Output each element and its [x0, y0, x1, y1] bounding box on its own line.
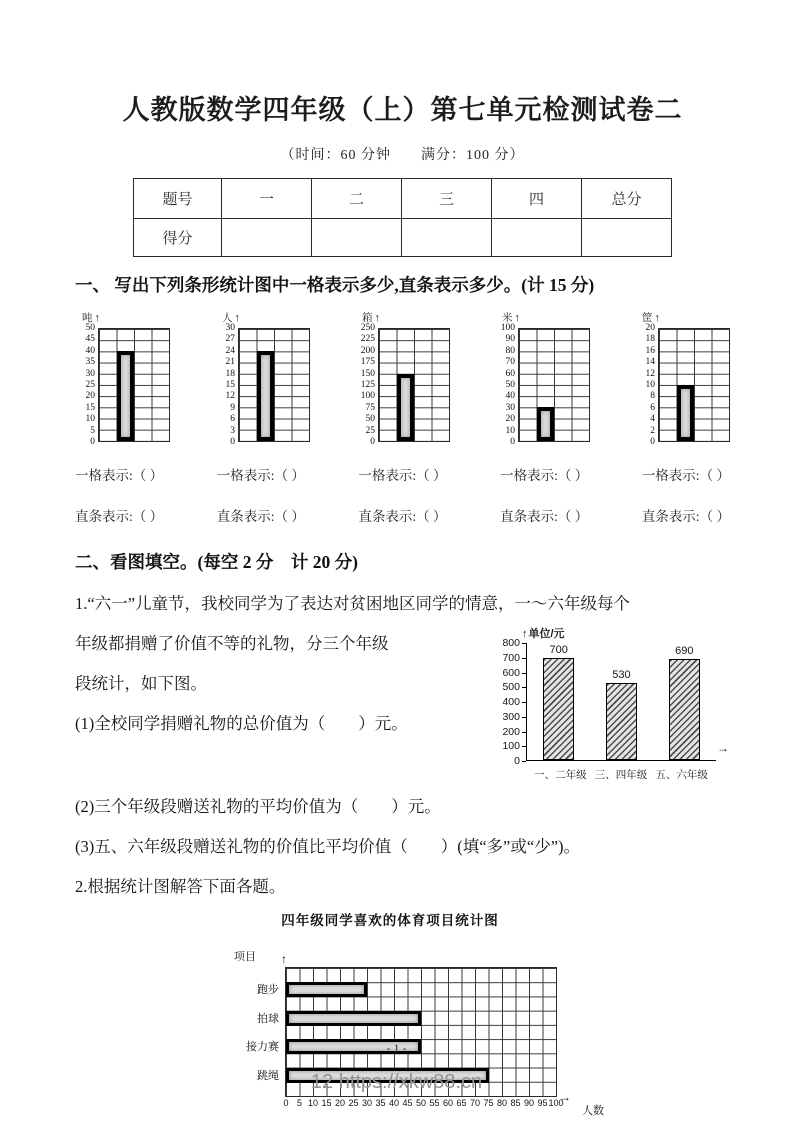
score-table-score-row	[134, 219, 672, 257]
x-tick-label: 70	[469, 1098, 481, 1108]
y-tick-label: 80	[505, 345, 515, 356]
y-tick-label: 35	[85, 357, 95, 368]
y-axis-ticks	[355, 323, 378, 447]
y-tick-label: 12	[225, 391, 235, 402]
y-tick-label: 30	[225, 323, 235, 333]
y-tick-label: 100	[500, 323, 515, 333]
category-label: 跳绳	[257, 1069, 279, 1082]
chart-grid	[238, 328, 310, 442]
y-tick-label: 16	[645, 345, 655, 356]
y-tick-label: 21	[225, 357, 235, 368]
y-axis-label: 项目	[234, 951, 256, 963]
y-axis-arrow-icon: ↑	[522, 628, 528, 640]
chart-bar	[397, 374, 415, 441]
section-one-heading: 一、 写出下列条形统计图中一格表示多少,直条表示多少。(计 15 分)	[75, 275, 595, 295]
x-tick-label: 55	[429, 1098, 440, 1108]
score-table-header-cell: 一	[222, 179, 312, 219]
y-tick-label: 0	[230, 436, 235, 447]
y-tick-label: 0	[650, 436, 655, 447]
chart-bar	[286, 1011, 421, 1026]
y-tick-label: 90	[505, 334, 515, 345]
bar-answer-label: 直条表示:（ ）	[216, 509, 305, 524]
y-axis-unit-label: 吨	[82, 313, 93, 324]
x-tick-label: 25	[348, 1098, 359, 1108]
x-tick-label: 40	[388, 1098, 400, 1108]
y-axis-ticks	[75, 323, 98, 447]
grid-answer-label: 一格表示:（ ）	[641, 468, 730, 483]
x-tick-label: 0	[283, 1098, 289, 1108]
score-table-header-cell: 题号	[134, 179, 222, 219]
y-tick-label: 6	[650, 402, 655, 413]
chart-grid	[378, 328, 450, 442]
x-tick-label: 65	[456, 1098, 467, 1108]
x-tick-label: 75	[483, 1098, 494, 1108]
chart-bar	[606, 683, 637, 761]
x-tick-label: 45	[402, 1098, 413, 1108]
y-tick-label: 6	[230, 414, 235, 425]
y-tick-label: 2	[650, 425, 655, 436]
y-tick-label: 500	[502, 681, 520, 694]
question-1-text-line: 段统计，如下图。	[75, 674, 207, 693]
y-tick-label: 0	[90, 436, 95, 447]
x-tick-label: 50	[415, 1098, 427, 1108]
x-tick-label: 100	[548, 1098, 564, 1108]
y-tick-label: 0	[370, 436, 375, 447]
x-tick-label: 5	[296, 1098, 303, 1108]
x-axis-arrow-icon: →	[717, 741, 729, 755]
score-cell-empty	[312, 219, 402, 257]
watermark-link: 12 https://xkw88.cn	[310, 1071, 483, 1093]
score-table-header-cell: 总分	[582, 179, 672, 219]
y-axis-arrow-icon: ↑	[654, 312, 660, 324]
y-tick-label: 3	[230, 425, 235, 436]
chart-bar	[543, 658, 574, 760]
x-tick-label: 30	[361, 1098, 373, 1108]
bar-group	[653, 643, 715, 760]
y-tick-label: 10	[645, 379, 655, 390]
y-tick-label: 125	[360, 379, 375, 390]
x-category-label: 一、二年级	[534, 769, 587, 781]
x-axis-label: 人数	[582, 1105, 604, 1117]
x-tick-label: 90	[523, 1098, 535, 1108]
x-tick-label: 35	[375, 1098, 386, 1108]
score-cell-empty	[222, 219, 312, 257]
y-tick-label: 14	[645, 357, 655, 368]
y-tick-label: 150	[360, 368, 375, 379]
bar-answer-label: 直条表示:（ ）	[641, 509, 730, 524]
score-cell-empty	[402, 219, 492, 257]
y-axis-arrow-icon: ↑	[374, 312, 380, 324]
bar-chart-people	[215, 313, 310, 447]
bar-value-label: 700	[549, 643, 568, 656]
y-tick-label: 60	[505, 368, 515, 379]
chart-bar	[257, 351, 275, 441]
x-axis-arrow-icon: →	[559, 1090, 571, 1104]
category-label: 接力赛	[246, 1041, 279, 1054]
chart-bar	[286, 982, 367, 997]
chart-grid	[98, 328, 170, 442]
y-tick-label: 50	[365, 414, 375, 425]
grid-answer-label: 一格表示:（ ）	[75, 468, 164, 483]
x-category-label: 五、六年级	[655, 769, 708, 781]
mini-charts-row	[75, 313, 730, 447]
y-tick-label: 10	[85, 414, 95, 425]
grid-answer-label: 一格表示:（ ）	[500, 468, 589, 483]
y-tick-label: 600	[502, 666, 520, 679]
y-tick-label: 50	[505, 379, 515, 390]
y-axis-ticks	[215, 323, 238, 447]
chart-grid	[518, 328, 590, 442]
y-axis-unit-label: 人	[222, 313, 233, 324]
y-axis-ticks	[498, 637, 526, 767]
y-axis-arrow-icon: ↑	[514, 312, 520, 324]
chart-plot-area	[526, 643, 729, 761]
score-table	[133, 178, 672, 257]
x-tick-label: 80	[496, 1098, 508, 1108]
bar-chart-boxes	[355, 313, 450, 447]
grid-answer-row	[75, 464, 730, 484]
y-axis-arrow-icon: ↑	[281, 952, 287, 966]
x-tick-label: 15	[321, 1098, 332, 1108]
grid-answer-label: 一格表示:（ ）	[358, 468, 447, 483]
y-tick-label: 300	[502, 710, 520, 723]
y-tick-label: 200	[502, 725, 520, 738]
y-tick-label: 27	[225, 334, 235, 345]
y-tick-label: 400	[502, 696, 520, 708]
y-tick-label: 25	[365, 425, 375, 436]
question-1-sub-question: (3)五、六年级段赠送礼物的价值比平均价值（ ）(填“多”或“少”)。	[75, 837, 581, 856]
y-tick-label: 15	[85, 402, 95, 413]
y-tick-label: 4	[650, 414, 655, 425]
y-tick-label: 9	[230, 402, 235, 413]
y-tick-label: 18	[225, 368, 235, 379]
page-number: - 1 -	[386, 1041, 407, 1055]
donation-bar-chart	[498, 628, 730, 783]
bar-value-label: 530	[612, 668, 631, 681]
x-axis-ticks	[283, 1096, 564, 1110]
y-tick-label: 40	[505, 391, 515, 402]
y-tick-label: 70	[505, 357, 515, 368]
y-tick-label: 15	[225, 379, 235, 390]
sports-bar-chart	[225, 909, 645, 1117]
score-cell-empty	[582, 219, 672, 257]
score-cell-empty	[492, 219, 582, 257]
y-tick-label: 18	[645, 334, 655, 345]
score-row-label: 得分	[134, 219, 222, 257]
question-1-block	[75, 584, 730, 907]
chart-unit-label: 单位/元	[528, 628, 565, 640]
y-tick-label: 25	[85, 379, 95, 390]
y-tick-label: 175	[360, 357, 375, 368]
chart-bar	[117, 351, 135, 441]
x-tick-label: 20	[334, 1098, 346, 1108]
y-tick-label: 5	[90, 425, 95, 436]
y-tick-label: 225	[360, 334, 375, 345]
y-tick-label: 8	[650, 391, 655, 402]
y-tick-label: 20	[505, 414, 515, 425]
score-table-header-cell: 三	[402, 179, 492, 219]
y-axis-unit-label: 米	[502, 313, 513, 324]
score-table-header-row	[134, 179, 672, 219]
question-1-sub-question: (2)三个年级段赠送礼物的平均价值为（ ）元。	[75, 797, 441, 816]
y-tick-label: 100	[360, 391, 375, 402]
y-axis-ticks	[495, 323, 518, 447]
bar-group	[527, 643, 589, 760]
y-axis-arrow-icon: ↑	[94, 312, 100, 324]
y-axis-unit-label: 筐	[642, 313, 653, 324]
category-label: 跑步	[257, 984, 279, 997]
y-tick-label: 50	[85, 323, 95, 333]
y-axis-ticks	[635, 323, 658, 447]
bar-value-label: 690	[675, 645, 694, 658]
y-tick-label: 10	[505, 425, 515, 436]
question-1-sub-question: (1)全校同学捐赠礼物的总价值为（ ）元。	[75, 714, 408, 733]
chart-title: 四年级同学喜欢的体育项目统计图	[281, 913, 499, 928]
y-tick-label: 200	[360, 345, 375, 356]
y-tick-label: 700	[502, 651, 520, 664]
paper-title: 人教版数学四年级（上）第七单元检测试卷二	[122, 95, 683, 125]
y-tick-label: 20	[645, 323, 655, 333]
bar-answer-label: 直条表示:（ ）	[358, 509, 447, 524]
y-tick-label: 20	[85, 391, 95, 402]
grid-answer-label: 一格表示:（ ）	[216, 468, 305, 483]
y-tick-label: 12	[645, 368, 655, 379]
bar-answer-label: 直条表示:（ ）	[75, 509, 164, 524]
bar-chart-tons	[75, 313, 170, 447]
bar-answer-label: 直条表示:（ ）	[500, 509, 589, 524]
chart-bar	[669, 659, 700, 760]
question-1-text-line: 年级都捐赠了价值不等的礼物，分三个年级	[75, 634, 389, 653]
category-label: 拍球	[257, 1012, 279, 1025]
x-axis-category-labels	[526, 767, 716, 783]
y-tick-label: 40	[85, 345, 95, 356]
bar-answer-row	[75, 505, 730, 525]
y-tick-label: 0	[514, 755, 520, 767]
x-tick-label: 85	[510, 1098, 521, 1108]
y-tick-label: 250	[360, 323, 375, 333]
chart-bar	[677, 385, 695, 441]
paper-subtitle: （时间：60 分钟 满分：100 分）	[280, 148, 525, 163]
chart-grid	[658, 328, 730, 442]
y-axis-unit-label: 箱	[362, 313, 373, 324]
y-tick-label: 0	[510, 436, 515, 447]
question-2-intro: 2.根据统计图解答下面各题。	[75, 877, 286, 896]
x-tick-label: 10	[307, 1098, 319, 1108]
bar-group	[590, 643, 652, 760]
y-tick-label: 45	[85, 334, 95, 345]
x-tick-label: 95	[537, 1098, 548, 1108]
score-table-header-cell: 二	[312, 179, 402, 219]
score-table-header-cell: 四	[492, 179, 582, 219]
bar-chart-baskets	[635, 313, 730, 447]
y-tick-label: 24	[225, 345, 235, 356]
bar-chart-meters	[495, 313, 590, 447]
question-1-text-line: 1.“六一”儿童节，我校同学为了表达对贫困地区同学的情意，一～六年级每个	[75, 594, 631, 613]
y-axis-arrow-icon: ↑	[234, 312, 240, 324]
y-tick-label: 800	[502, 637, 520, 649]
section-two-heading: 二、看图填空。(每空 2 分 计 20 分)	[75, 552, 358, 572]
y-tick-label: 100	[502, 740, 520, 753]
y-tick-label: 30	[505, 402, 515, 413]
y-tick-label: 30	[85, 368, 95, 379]
x-tick-label: 60	[442, 1098, 454, 1108]
x-category-label: 三、四年级	[594, 769, 648, 781]
y-tick-label: 75	[365, 402, 375, 413]
chart-bar	[537, 407, 555, 441]
